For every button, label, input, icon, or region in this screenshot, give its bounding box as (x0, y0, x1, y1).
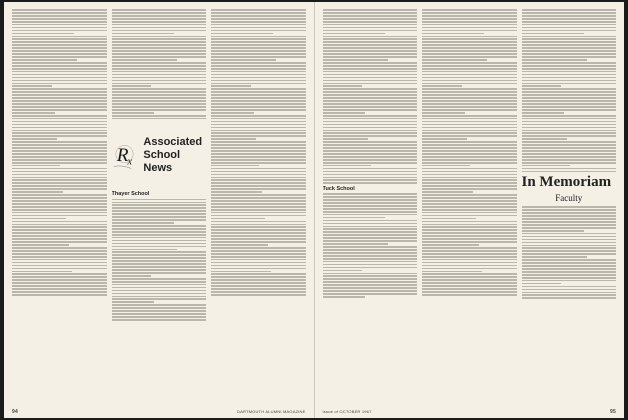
body-text (112, 9, 207, 119)
page-number: 95 (610, 409, 616, 415)
right-column-2 (422, 8, 517, 402)
left-column-2 (112, 8, 207, 402)
left-column-3 (211, 8, 306, 402)
body-text (12, 9, 107, 296)
body-text (112, 199, 207, 321)
svg-text:R: R (116, 145, 129, 167)
tuck-school-heading: Tuck School (322, 186, 355, 193)
left-column-1 (12, 8, 107, 402)
page-number: 94 (12, 409, 18, 415)
publication-name: DARTMOUTH ALUMNI MAGAZINE (237, 409, 306, 414)
right-footer (323, 409, 617, 415)
left-page (4, 2, 315, 418)
body-text (422, 9, 517, 296)
faculty-heading: Faculty (555, 193, 583, 204)
issue-date: Issue of OCTOBER 1967 (322, 409, 372, 414)
in-memoriam-heading: In Memoriam (521, 174, 612, 191)
associated-news-logo (112, 122, 207, 188)
svg-text:x: x (126, 157, 132, 169)
body-text (522, 9, 617, 172)
body-text (522, 206, 617, 299)
magazine-spread (4, 2, 624, 418)
right-page (315, 2, 625, 418)
thayer-school-heading: Thayer School (111, 191, 150, 198)
body-text (211, 9, 306, 296)
right-column-1 (323, 8, 418, 402)
rx-logo-icon (112, 123, 140, 187)
body-text (323, 9, 418, 184)
right-column-3 (522, 8, 617, 402)
left-footer (12, 409, 306, 415)
associated-school-news-heading: Associated School News (143, 135, 203, 174)
body-text (323, 193, 418, 298)
